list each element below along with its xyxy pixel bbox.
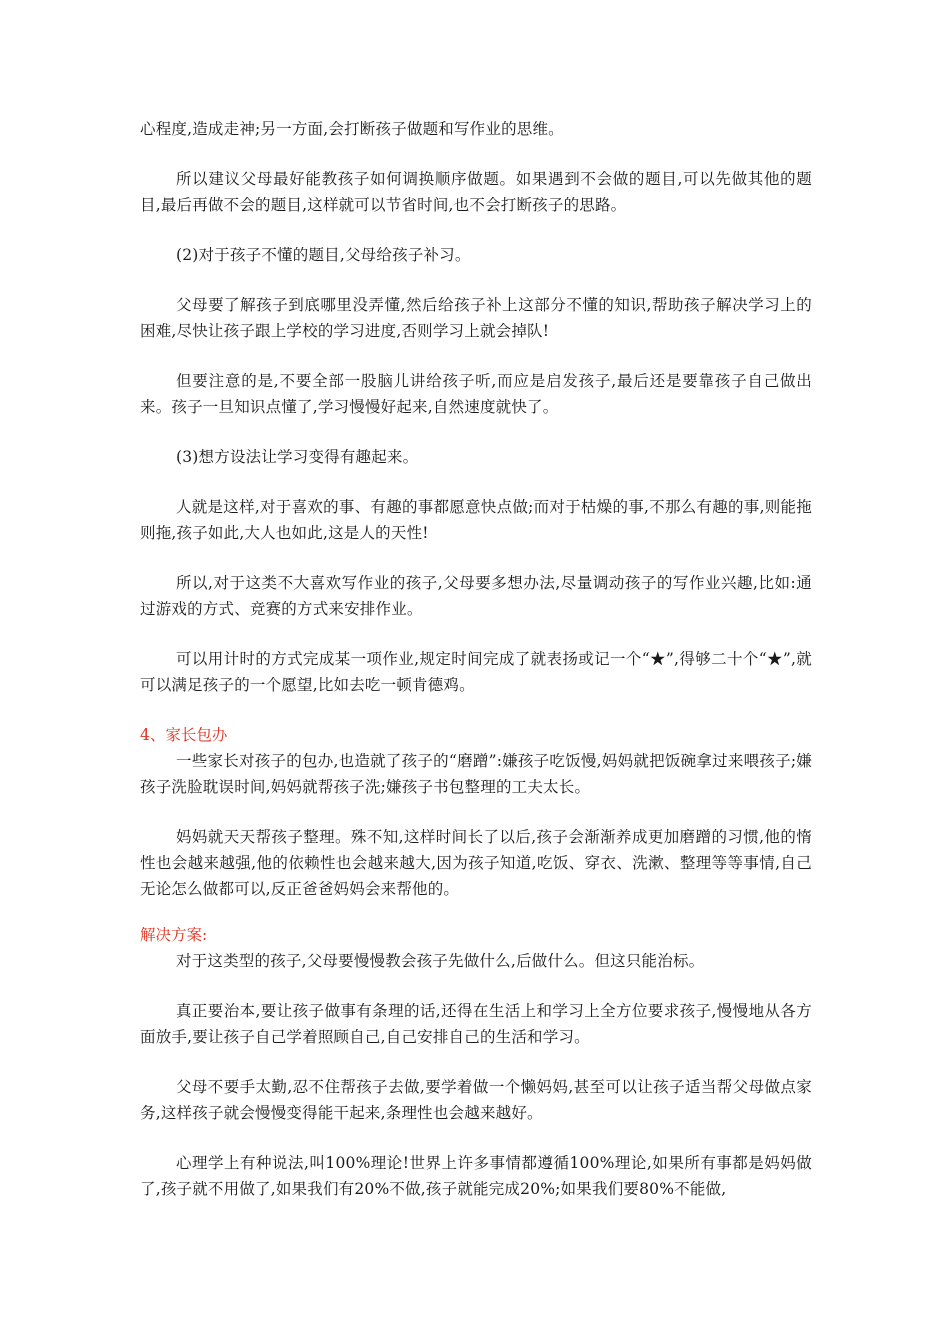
paragraph-10: 一些家长对孩子的包办,也造就了孩子的“磨蹭”:嫌孩子吃饭慢,妈妈就把饭碗拿过来喂孩子;嫌孩子洗脸耽误时间,妈妈就帮孩子洗;嫌孩子书包整理的工夫太长。 bbox=[140, 752, 812, 796]
paragraph-1: 心程度,造成走神;另一方面,会打断孩子做题和写作业的思维。 bbox=[140, 120, 564, 138]
paragraph-13: 真正要治本,要让孩子做事有条理的话,还得在生活上和学习上全方位要求孩子,慢慢地从各方面放手,要让孩子自己学着照顾自己,自己安排自己的生活和学习。 bbox=[140, 1002, 812, 1046]
solution-heading: 解决方案: bbox=[140, 926, 208, 944]
paragraph-5: 但要注意的是,不要全部一股脑儿讲给孩子听,而应是启发孩子,最后还是要靠孩子自己做出来。孩子一旦知识点懂了,学习慢慢好起来,自然速度就快了。 bbox=[140, 372, 812, 416]
section-heading-parent-takeover: 4、家长包办 bbox=[140, 726, 228, 744]
paragraph-9: 可以用计时的方式完成某一项作业,规定时间完成了就表扬或记一个“★”,得够二十个“★”,就可以满足孩子的一个愿望,比如去吃一顿肯德鸡。 bbox=[140, 650, 812, 694]
paragraph-4: 父母要了解孩子到底哪里没弄懂,然后给孩子补上这部分不懂的知识,帮助孩子解决学习上的困难,尽快让孩子跟上学校的学习进度,否则学习上就会掉队! bbox=[140, 296, 812, 340]
paragraph-6: (3)想方设法让学习变得有趣起来。 bbox=[176, 448, 419, 466]
paragraph-15: 心理学上有种说法,叫100%理论!世界上许多事情都遵循100%理论,如果所有事都是妈妈做了,孩子就不用做了,如果我们有20%不做,孩子就能完成20%;如果我们要80%不能做, bbox=[140, 1154, 812, 1198]
paragraph-14: 父母不要手太勤,忍不住帮孩子去做,要学着做一个懒妈妈,甚至可以让孩子适当帮父母做点家务,这样孩子就会慢慢变得能干起来,条理性也会越来越好。 bbox=[140, 1078, 812, 1122]
paragraph-8: 所以,对于这类不大喜欢写作业的孩子,父母要多想办法,尽量调动孩子的写作业兴趣,比如:通过游戏的方式、竞赛的方式来安排作业。 bbox=[140, 574, 812, 618]
paragraph-3: (2)对于孩子不懂的题目,父母给孩子补习。 bbox=[176, 246, 471, 264]
paragraph-7: 人就是这样,对于喜欢的事、有趣的事都愿意快点做;而对于枯燥的事,不那么有趣的事,则能拖则拖,孩子如此,大人也如此,这是人的天性! bbox=[140, 498, 812, 542]
document-page bbox=[140, 116, 812, 1202]
paragraph-2: 所以建议父母最好能教孩子如何调换顺序做题。如果遇到不会做的题目,可以先做其他的题目,最后再做不会的题目,这样就可以节省时间,也不会打断孩子的思路。 bbox=[140, 170, 812, 214]
paragraph-11: 妈妈就天天帮孩子整理。殊不知,这样时间长了以后,孩子会渐渐养成更加磨蹭的习惯,他的惰性也会越来越强,他的依赖性也会越来越大,因为孩子知道,吃饭、穿衣、洗漱、整理等等事情,自己无论怎么做都可以,反正爸爸妈妈会来帮他的。 bbox=[140, 828, 812, 898]
paragraph-12: 对于这类型的孩子,父母要慢慢教会孩子先做什么,后做什么。但这只能治标。 bbox=[176, 952, 705, 970]
